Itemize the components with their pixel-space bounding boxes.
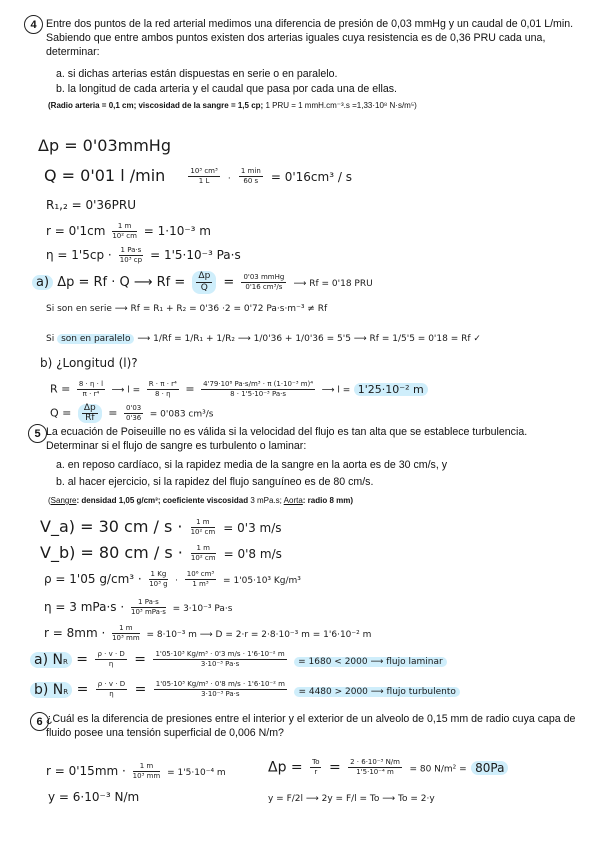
problem-5-text: La ecuación de Poiseuille no es válida si la velocidad del flujo es tan alta que se establece turbulencia. Determinar si el flujo de sangre es turbulento o laminar: [46,426,528,452]
hw5-velocity-b: V_b) = 80 cm / s · $\frac{1 m}{\text{10² cm}}$ = 0'8 m/s [40,543,282,562]
hw4-radius: r = 0'1cm $\frac{1 m}{\text{10² cm}}$ = 1·10⁻³ m [46,222,211,240]
problem-4-item-b: b. la longitud de cada arteria y el caudal que pasa por cada una de ellas. [56,83,398,95]
hw5-part-b: b) NR = $\frac{\rho \cdot v \cdot D}{\eta}$ = $\frac{\text{1'05·10³ Kg/m³ · 0'8 m/s · 1'6·10⁻² m}}{\text{3·10⁻³ Pa·s}}$ = 4480 > 2000 ⟶ flujo turbulento [30,680,460,699]
hw5-viscosity: η = 3 mPa·s · $\frac{1 Pa\cdot s}{\text{10³ mPa·s}}$ = 3·10⁻³ Pa·s [44,598,233,616]
hw5-part-a: a) NR = $\frac{\rho \cdot v \cdot D}{\eta}$ = $\frac{\text{1'05·10³ Kg/m³ · 0'3 m/s · 1'6·10⁻² m}}{\text{3·10⁻³ Pa·s}}$ = 1680 < 2000 ⟶ flujo laminar [30,650,447,669]
hw4-resistance: R₁,₂ = 0'36PRU [46,198,137,212]
problem-4-text: Entre dos puntos de la red arterial medimos una diferencia de presión de 0,03 mmHg y un caudal de 0,01 L/min. Sabiendo que entre ambos puntos existen dos arterias iguales cuya resistencia es de 0,36 PRU cada una, determinar: [46,18,574,58]
hw4-flow: Q = 0'01 l /min $\frac{\text{10³ cm³}}{1 L}$ · $\frac{1 \min}{60 s}$ = 0'16cm³ / s [44,166,352,185]
hw4-delta-p: Δp = 0'03mmHg [38,136,171,155]
hw5-radius: r = 8mm · $\frac{1 m}{\text{10³ mm}}$ = 8·10⁻³ m ⟶ D = 2·r = 2·8·10⁻³ m = 1'6·10⁻² m [44,624,372,642]
problem-6-text: ¿Cuál es la diferencia de presiones entre el interior y el exterior de un alveolo de 0,15 mm de radio cuya capa de fluido posee una tensión superficial de 0,006 N/m? [46,713,576,739]
hw4-viscosity: η = 1'5cp · $\frac{1 Pa\cdot s}{\text{10³ cp}}$ = 1'5·10⁻³ Pa·s [46,246,241,264]
hw4-part-b: b) ¿Longitud (l)? [40,356,138,370]
hw5-density: ρ = 1'05 g/cm³ · $\frac{1 Kg}{\text{10³ g}}$ · $\frac{\text{10⁶ cm³}}{\text{1 m³}}$ = 1'05·10³ Kg/m³ [44,570,301,588]
problem-5-number: 5 [28,424,47,443]
hw6-tension: y = 6·10⁻³ N/m [48,790,140,804]
hw4-part-a: a) Δp = Rf · Q ⟶ Rf = $\frac{\Delta p}{Q}$ = $\frac{\text{0'03 mmHg}}{\text{0'16 cm³/s}}$ ⟶ Rf = 0'18 PRU [32,271,373,294]
problem-4-item-a: a. si dichas arterias están dispuestas en serie o en paralelo. [56,68,338,80]
problem-4-data: (Radio arteria = 0,1 cm; viscosidad de la sangre = 1,5 cp; 1 PRU = 1 mmH.cm⁻³.s =1,33·10⁸ N·s/m⁵) [48,101,417,110]
hw5-velocity-a: V_a) = 30 cm / s · $\frac{1 m}{\text{10² cm}}$ = 0'3 m/s [40,517,282,536]
hw4-parallel: Si son en paralelo ⟶ 1/Rf = 1/R₁ + 1/R₂ ⟶ 1/0'36 + 1/0'36 = 5'5 ⟶ Rf = 1/5'5 = 0'18 = Rf ✓ [46,334,481,344]
problem-6-number: 6 [30,712,49,731]
hw6-pressure: Δp = $\frac{To}{r}$ = $\frac{\text{2 · 6·10⁻³ N/m}}{\text{1'5·10⁻⁴ m}}$ = 80 N/m² = 80Pa [268,758,508,777]
hw4-length: R = $\frac{8 \cdot \eta \cdot l}{\text{π · r⁴}}$ ⟶ l = $\frac{\text{R · π · r⁴}}{8 \cdot \eta}$ = $\frac{\text{4'79·10⁸ Pa·s/m³ · π (1·10⁻³ m)⁴}}{\text{8 · 1'5·10⁻³ Pa·s}}$ ⟶ l = 1'25·10⁻² m [50,380,428,399]
problem-5-item-b: b. al hacer ejercicio, si la rapidez del flujo sanguíneo es de 80 cm/s. [56,476,374,488]
problem-5-item-a: a. en reposo cardíaco, si la rapidez media de la sangre en la aorta es de 30 cm/s, y [56,459,448,471]
hw4-flow-each: Q = $\frac{\Delta p}{Rf}$ = $\frac{0'03}{0'36}$ = 0'083 cm³/s [50,403,214,423]
hw6-tension-relation: y = F/2l ⟶ 2y = F/l = To ⟶ To = 2·y [268,794,435,804]
hw6-radius: r = 0'15mm · $\frac{1 m}{\text{10³ mm}}$ = 1'5·10⁻⁴ m [46,762,226,780]
problem-4-number: 4 [24,15,43,34]
hw4-series: Si son en serie ⟶ Rf = R₁ + R₂ = 0'36 ·2 = 0'72 Pa·s·m⁻³ ≠ Rf [46,304,328,314]
problem-5-data: (Sangre: densidad 1,05 g/cm³; coeficiente viscosidad 3 mPa.s; Aorta: radio 8 mm) [48,496,354,505]
